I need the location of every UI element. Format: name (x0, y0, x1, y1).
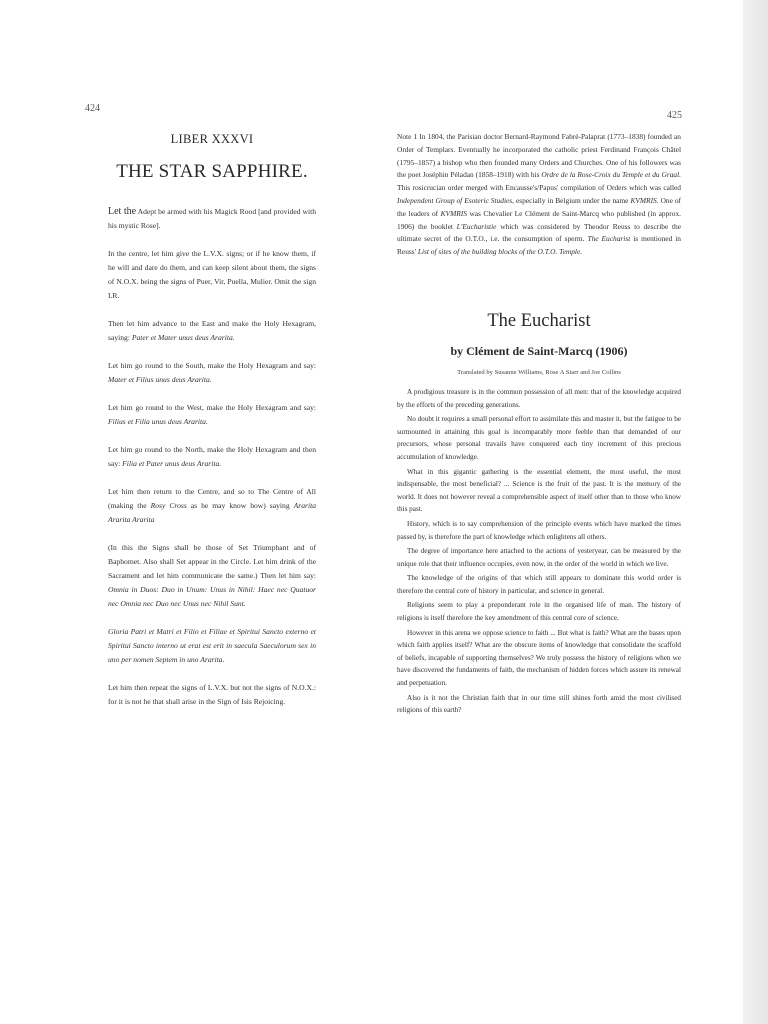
para-text: Let him then return to the Centre, and so to The Centre of All (making the (108, 487, 316, 510)
eucharist-byline: by Clément de Saint-Marcq (1906) (450, 343, 628, 358)
invocation-text: Filia et Pater unus deus Ararita. (122, 459, 222, 468)
ritual-paragraph (108, 317, 316, 345)
ritual-paragraph (108, 625, 316, 667)
note-italic: KVMRIS. (630, 195, 659, 205)
para-text: Then let him advance to the East and make the Holy Hexagram, saying: (108, 319, 316, 342)
ritual-paragraph: In the centre, let him give the L.V.X. signs; or if he know them, if he will and dare do them, and can keep silent about them, the signs of N.O.X. being the signs of Puer, Vir, Puella, Mulier. Omit the sign I.R. (108, 249, 316, 300)
body-paragraph: History, which is to say comprehension of the principle events which have marked the times passed by, is therefore the part of knowledge which enlightens all others. (397, 519, 681, 541)
para-text: Let him go round to the South, make the Holy Hexagram and say: (108, 361, 316, 370)
ritual-paragraph (108, 541, 316, 611)
body-paragraph: No doubt it requires a small personal effort to assimilate this and master it, but the fatigue to be surmounted in attaining this goal is incomparably more feeble than that demanded of our precursors, whose personal travails have conquered each tiny increment of this precious accumulation of knowledge. (397, 415, 681, 461)
ritual-paragraph (108, 485, 316, 527)
invocation-text: Pater et Mater unus deus Ararita. (131, 333, 235, 342)
note-text: One of the leaders of (397, 195, 682, 218)
body-paragraph: What in this gigantic gathering is the essential element, the most useful, the most indispensable, the most beneficial? ... Science is the fruit of the past. It is the memory of the world. It does not however reveal a comprehensible aspect of itself other than to those who know this past. (397, 467, 681, 514)
note-italic: L'Eucharistie (456, 221, 497, 231)
invocation-text: Mater et Filius unus deus Ararita. (108, 375, 212, 384)
liber-heading: LIBER XXXVI (170, 132, 254, 146)
invocation-text: Rosy Cross (150, 501, 187, 510)
body-paragraph: The degree of importance here attached to the actions of yesteryear, can be measured by the unique role that their influence occupies, even now, in the order of the world in which we live. (397, 547, 681, 568)
note-lead: Note 1 (397, 132, 418, 141)
note-italic: Ordre de la Rose-Croix du Temple et du Graal. (541, 170, 682, 180)
note-text: especially in Belgium under the name (516, 195, 629, 205)
right-page-column (397, 131, 681, 719)
note-italic: List of sites of the building blocks of the O.T.O. Temple. (417, 247, 583, 257)
para-text: (In this the Signs shall be those of Set Triumphant and of Baphomet. Also shall Set appear in the Circle. Let him drink of the Sacrament and let him communicate the same.) Then let him say: (108, 543, 316, 580)
scan-edge-shadow (743, 0, 768, 1024)
note-text: was Chevalier Le Clément de Saint-Marcq who published (in approx. 1906) the booklet (397, 208, 681, 231)
note-italic: Independent Group of Esoteric Studies, (397, 195, 515, 205)
eucharist-title: The Eucharist (487, 310, 591, 331)
ritual-paragraph (108, 401, 316, 429)
ritual-paragraph (108, 205, 316, 233)
body-paragraph: A prodigious treasure is in the common possession of all men: that of the knowledge acquired by the efforts of the preceding generations. (397, 387, 681, 409)
invocation-text: Omnia in Duos: Duo in Unum: Unus in Nihil: Haec nec Quatuor nec Omnia nec Duo nec Unus nec Nihil Sunt. (108, 585, 316, 608)
note-text: which was considered by Theodor Reuss to describe the ultimate secret of the O.T.O., i.e. the consumption of sperm. (397, 221, 682, 244)
ritual-paragraph (108, 443, 316, 471)
para-text: as he may know how) saying (190, 501, 290, 510)
note-text: This rosicrucian order merged with Encausse's/Papus' compilation of Orders which was called (397, 183, 681, 193)
invocation-text: Filius et Filia unus deus Ararita. (108, 417, 208, 426)
page-number-left: 424 (85, 103, 100, 114)
para-text: Adept be armed with his Magick Rood [and provided with his mystic Rose]. (108, 207, 316, 230)
para-text: Let him go round to the West, make the Holy Hexagram and say: (108, 403, 316, 412)
left-page-column (108, 132, 316, 723)
invocation-text: Ararita Ararita Ararita (108, 501, 316, 524)
body-paragraph: Also is it not the Christian faith that in our time still shines forth amid the most civilised religions of this earth? (397, 693, 681, 715)
translators-credit: Translated by Susanne Williams, Rose A Starr and Joe Collins (457, 368, 621, 376)
note-italic: The Eucharist (587, 234, 631, 244)
invocation-text: Gloria Patri et Matri et Filio et Filiae et Spiritui Sancto externo et Spiritui Sancto interno ut erat est erit in saecula Saeculorum sex in uno per nomen Septem in uno Ararita. (108, 627, 316, 664)
star-sapphire-title: THE STAR SAPPHIRE. (116, 161, 308, 182)
page-number-right: 425 (667, 110, 682, 121)
body-paragraph: Religions seem to play a preponderant role in the organised life of man. The history of religions is itself therefore the key amendment of this central core of science. (397, 601, 681, 623)
body-paragraph: The knowledge of the origins of that which still appears to dominate this world order is therefore the central core of history in particular, and science in general. (397, 574, 681, 595)
body-paragraph: However in this arena we oppose science to faith ... But what is faith? What are the bases upon which faith applies itself? What are the obscure items of knowledge that consolidate the scaffold of beliefs, incapable of supporting themselves? We truly possess the history of religions when we have discovered the fundaments of faith, the mechanism of hidden forces which assure its renewal and perpetuation. (397, 628, 681, 688)
footnote (397, 131, 681, 259)
note-text: is mentioned in Reuss' (397, 234, 681, 257)
note-italic: KVMRIS (440, 208, 467, 218)
para-lead: Let the (108, 206, 137, 217)
para-text: Let him go round to the North, make the Holy Hexagram and then say: (108, 445, 316, 468)
ritual-paragraph (108, 359, 316, 387)
ritual-paragraph: Let him then repeat the signs of L.V.X. but not the signs of N.O.X.: for it is not he that shall arise in the Sign of Isis Rejoicing. (108, 683, 316, 706)
note-text: In 1804, the Parisian doctor Bernard-Raymond Fabré-Palaprat (1773–1838) founded an Order of Templars. Eventually he incorporated the catholic priest Ferdinand François Châtel (1795–1857) a bishop who then founded many Orders and Churches. One of his followers was the poet Joséphin Péladan (1858–1918) with his (397, 132, 681, 180)
